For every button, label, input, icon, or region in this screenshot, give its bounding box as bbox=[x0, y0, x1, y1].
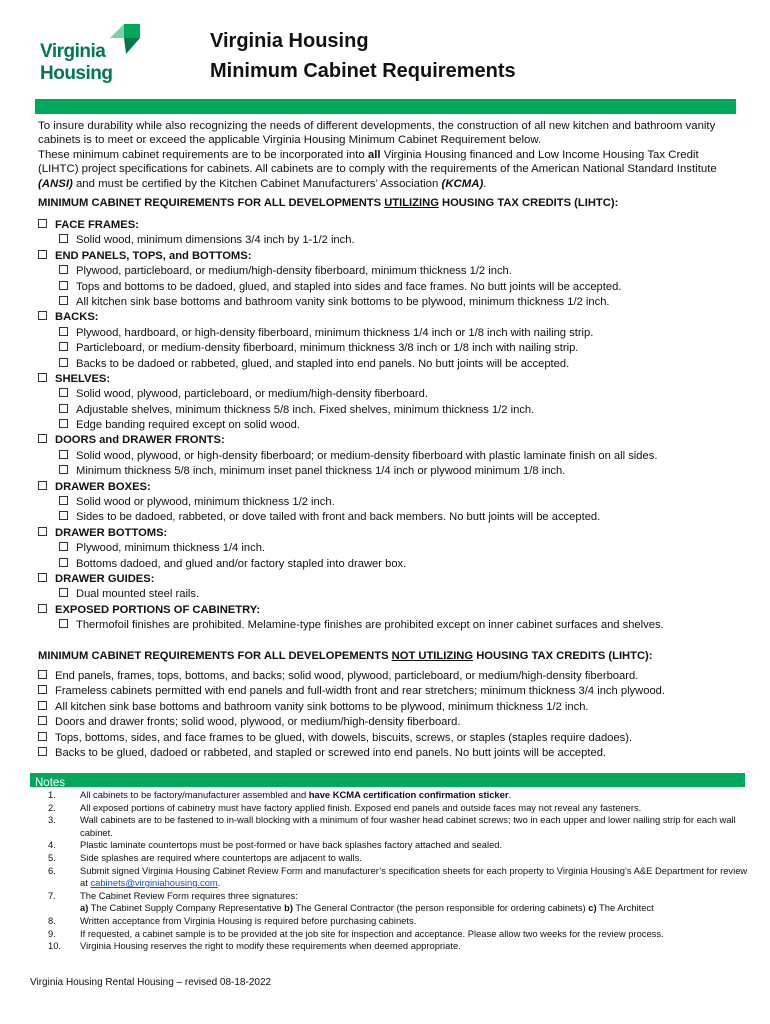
checkbox-icon[interactable] bbox=[38, 701, 47, 710]
requirement-item bbox=[38, 464, 748, 479]
note-item: 10. Virginia Housing reserves the right to modify these requirements when deemed appropriate. bbox=[48, 940, 461, 952]
requirement-text: Doors and drawer fronts; solid wood, plywood, or medium/high-density fiberboard. bbox=[55, 716, 461, 729]
requirement-item bbox=[38, 746, 748, 761]
checkbox-icon[interactable] bbox=[59, 358, 68, 367]
checkbox-icon[interactable] bbox=[59, 234, 68, 243]
virginia-housing-logo bbox=[40, 24, 140, 88]
requirement-text: BACKS: bbox=[55, 311, 99, 324]
checkbox-icon[interactable] bbox=[38, 747, 47, 756]
requirement-text: DOORS and DRAWER FRONTS: bbox=[55, 434, 225, 447]
requirement-text: END PANELS, TOPS, and BOTTOMS: bbox=[55, 249, 252, 262]
requirement-item bbox=[38, 449, 748, 464]
requirement-text: EXPOSED PORTIONS OF CABINETRY: bbox=[55, 603, 261, 616]
notes-label: Notes bbox=[35, 777, 66, 789]
checkbox-icon[interactable] bbox=[38, 573, 47, 582]
requirement-category bbox=[38, 603, 748, 618]
requirement-item bbox=[38, 280, 748, 295]
requirement-item bbox=[38, 264, 748, 279]
requirement-item bbox=[38, 495, 748, 510]
intro-p2: These minimum cabinet requirements are to be incorporated into all Virginia Housing financed and Low Income Housing Tax Credit (LIHTC) project specifications for cabinets. All cabinets are to comply with the requirements of the American National Standard Institute (ANSI) and must be certified by the Kitchen Cabinet Manufacturers’ Association (KCMA). bbox=[38, 148, 717, 190]
requirement-category bbox=[38, 572, 748, 587]
note-item: 8. Written acceptance from Virginia Housing is required before purchasing cabinets. bbox=[48, 914, 417, 926]
requirement-item bbox=[38, 715, 748, 730]
requirement-text: Dual mounted steel rails. bbox=[76, 588, 200, 601]
checkbox-icon[interactable] bbox=[38, 732, 47, 741]
checkbox-icon[interactable] bbox=[59, 558, 68, 567]
checkbox-icon[interactable] bbox=[59, 388, 68, 397]
logo-text-line2: Housing bbox=[40, 63, 113, 84]
notes-list bbox=[48, 789, 748, 953]
checkbox-icon[interactable] bbox=[38, 685, 47, 694]
intro-paragraph bbox=[38, 119, 738, 191]
requirement-text: Backs to be dadoed or rabbeted, glued, and stapled into end panels. No butt joints will be accepted. bbox=[76, 357, 570, 370]
requirement-text: Backs to be glued, dadoed or rabbeted, and stapled or screwed into end panels. No butt joints will be accepted. bbox=[55, 746, 607, 759]
requirement-text: Bottoms dadoed, and glued and/or factory stapled into drawer box. bbox=[76, 557, 407, 570]
checkbox-icon[interactable] bbox=[38, 716, 47, 725]
requirement-category bbox=[38, 218, 748, 233]
requirement-text: Tops, bottoms, sides, and face frames to be glued, with dowels, biscuits, screws, or staples (staples require dadoes). bbox=[55, 731, 633, 744]
checkbox-icon[interactable] bbox=[38, 219, 47, 228]
requirement-text: Minimum thickness 5/8 inch, minimum inset panel thickness 1/4 inch or plywood minimum 1/8 inch. bbox=[76, 465, 566, 478]
requirement-text: Edge banding required except on solid wood. bbox=[76, 419, 300, 432]
requirement-text: Sides to be dadoed, rabbeted, or dove tailed with front and back members. No butt joints will be accepted. bbox=[76, 511, 601, 524]
requirement-text: Thermofoil finishes are prohibited. Melamine-type finishes are prohibited except on inner cabinet surfaces and shelves. bbox=[76, 619, 664, 632]
checkbox-icon[interactable] bbox=[59, 265, 68, 274]
note-item: 2. All exposed portions of cabinetry must have factory applied finish. Exposed end panels and outside faces may not reveal any fasteners. bbox=[48, 801, 642, 813]
checkbox-icon[interactable] bbox=[38, 373, 47, 382]
checkbox-icon[interactable] bbox=[59, 327, 68, 336]
requirement-text: Solid wood, plywood, particleboard, or medium/high-density fiberboard. bbox=[76, 388, 428, 401]
note-item: 4. Plastic laminate countertops must be post-formed or have back splashes factory attached and sealed. bbox=[48, 839, 503, 851]
intro-p1: To insure durability while also recognizing the needs of different developments, the construction of all new kitchen and bathroom vanity cabinets is to meet or exceed the applicable Virginia Housing Minimum Cabinet Requirement below. bbox=[38, 120, 716, 147]
requirement-item bbox=[38, 387, 748, 402]
requirement-text: DRAWER BOXES: bbox=[55, 480, 151, 493]
logo-text-line1: Virginia bbox=[40, 41, 106, 62]
requirement-text: Adjustable shelves, minimum thickness 5/8 inch. Fixed shelves, minimum thickness 1/2 inch. bbox=[76, 403, 535, 416]
note-item: 7. The Cabinet Review Form requires three signatures: a) The Cabinet Supply Company Representative b) The General Contractor (the person responsible for ordering cabinets) c) The Architect bbox=[48, 889, 654, 914]
checkbox-icon[interactable] bbox=[38, 481, 47, 490]
requirement-item bbox=[38, 295, 748, 310]
requirement-text: SHELVES: bbox=[55, 372, 111, 385]
requirement-item bbox=[38, 557, 748, 572]
requirement-item bbox=[38, 684, 748, 699]
requirement-item bbox=[38, 700, 748, 715]
requirement-text: Solid wood, minimum dimensions 3/4 inch by 1-1/2 inch. bbox=[76, 234, 355, 247]
note-item: 1. All cabinets to be factory/manufacturer assembled and have KCMA certification confirmation sticker. bbox=[48, 789, 512, 800]
requirement-text: Plywood, particleboard, or medium/high-density fiberboard, minimum thickness 1/2 inch. bbox=[76, 265, 512, 278]
note-item: 6. Submit signed Virginia Housing Cabinet Review Form and manufacturer’s specification sheets for each property to Virginia Housing’s A&E Department for review at cabinets@virginiahousing.com. bbox=[48, 864, 748, 889]
checkbox-icon[interactable] bbox=[59, 450, 68, 459]
requirement-text: Frameless cabinets permitted with end panels and full-width front and rear stretchers; minimum thickness 3/4 inch plywood. bbox=[55, 685, 665, 698]
checkbox-icon[interactable] bbox=[38, 527, 47, 536]
checkbox-icon[interactable] bbox=[59, 619, 68, 628]
requirement-item bbox=[38, 731, 748, 746]
requirement-text: End panels, frames, tops, bottoms, and backs; solid wood, plywood, particleboard, or medium/high-density fiberboard. bbox=[55, 670, 639, 682]
checkbox-icon[interactable] bbox=[59, 465, 68, 474]
requirement-text: Solid wood, plywood, or high-density fiberboard; or medium-density fiberboard with plastic laminate finish on all sides. bbox=[76, 449, 658, 462]
cabinets-email-link[interactable]: cabinets@virginiahousing.com bbox=[90, 877, 218, 889]
requirement-item bbox=[38, 403, 748, 418]
requirement-item bbox=[38, 510, 748, 525]
requirement-item bbox=[38, 326, 748, 341]
checkbox-icon[interactable] bbox=[59, 419, 68, 428]
requirement-item bbox=[38, 587, 748, 602]
requirement-category bbox=[38, 433, 748, 448]
page-subtitle: Minimum Cabinet Requirements bbox=[210, 60, 516, 82]
checkbox-icon[interactable] bbox=[59, 281, 68, 290]
requirement-item bbox=[38, 418, 748, 433]
checkbox-icon[interactable] bbox=[59, 588, 68, 597]
requirement-category bbox=[38, 249, 748, 264]
requirement-item bbox=[38, 669, 748, 684]
requirement-text: All kitchen sink base bottoms and bathroom vanity sink bottoms to be plywood, minimum thickness 1/2 inch. bbox=[55, 700, 589, 713]
note-item: 9. If requested, a cabinet sample is to be provided at the job site for inspection and acceptance. Please allow two weeks for the review process. bbox=[48, 927, 664, 939]
requirement-text: Plywood, hardboard, or high-density fiberboard, minimum thickness 1/4 inch or 1/8 inch with nailing strip. bbox=[76, 326, 594, 339]
footer-revision: Virginia Housing Rental Housing – revised 08-18-2022 bbox=[30, 977, 272, 988]
requirement-category bbox=[38, 480, 748, 495]
requirement-item bbox=[38, 341, 748, 356]
checkbox-icon[interactable] bbox=[59, 296, 68, 305]
requirement-category bbox=[38, 310, 748, 325]
requirement-item bbox=[38, 233, 748, 248]
requirement-text: DRAWER BOTTOMS: bbox=[55, 526, 168, 539]
requirement-text: All kitchen sink base bottoms and bathroom vanity sink bottoms to be plywood, minimum thickness 1/2 inch. bbox=[76, 295, 610, 308]
note-item: 5. Side splashes are required where countertops are adjacent to walls. bbox=[48, 851, 362, 863]
logo-mark-icon bbox=[110, 24, 140, 56]
header-divider-bar bbox=[35, 99, 736, 114]
requirement-text: DRAWER GUIDES: bbox=[55, 572, 155, 585]
non-lihtc-section-heading: MINIMUM CABINET REQUIREMENTS FOR ALL DEVELOPEMENTS NOT UTILIZING HOUSING TAX CREDITS (LIHTC): bbox=[38, 650, 653, 662]
checkbox-icon[interactable] bbox=[59, 511, 68, 520]
requirement-item bbox=[38, 618, 748, 633]
requirement-item bbox=[38, 541, 748, 556]
checkbox-icon[interactable] bbox=[59, 404, 68, 413]
checkbox-icon[interactable] bbox=[59, 342, 68, 351]
checkbox-icon[interactable] bbox=[38, 604, 47, 613]
requirement-text: Plywood, minimum thickness 1/4 inch. bbox=[76, 542, 266, 555]
notes-header-bar bbox=[30, 773, 745, 787]
requirement-item bbox=[38, 357, 748, 372]
requirement-category bbox=[38, 526, 748, 541]
requirement-text: Particleboard, or medium-density fiberboard, minimum thickness 3/8 inch or 1/8 inch with nailing strip. bbox=[76, 342, 579, 355]
note-item: 3. Wall cabinets are to be fastened to in-wall blocking with a minimum of four washer head cabinet screws; two in each upper and lower nailing strip for each wall cabinet. bbox=[48, 814, 736, 838]
requirement-category bbox=[38, 372, 748, 387]
checkbox-icon[interactable] bbox=[38, 434, 47, 443]
checkbox-icon[interactable] bbox=[38, 250, 47, 259]
lihtc-section-heading: MINIMUM CABINET REQUIREMENTS FOR ALL DEVELOPMENTS UTILIZING HOUSING TAX CREDITS (LIHTC): bbox=[38, 197, 619, 209]
lihtc-requirements-list bbox=[38, 218, 748, 634]
checkbox-icon[interactable] bbox=[38, 311, 47, 320]
non-lihtc-requirements-list bbox=[38, 669, 748, 761]
checkbox-icon[interactable] bbox=[59, 496, 68, 505]
requirement-text: FACE FRAMES: bbox=[55, 219, 139, 231]
requirement-text: Tops and bottoms to be dadoed, glued, and stapled into sides and face frames. No butt joints will be accepted. bbox=[76, 280, 622, 293]
checkbox-icon[interactable] bbox=[38, 670, 47, 679]
requirement-text: Solid wood or plywood, minimum thickness 1/2 inch. bbox=[76, 496, 335, 509]
checkbox-icon[interactable] bbox=[59, 542, 68, 551]
page-title: Virginia Housing bbox=[210, 30, 369, 52]
